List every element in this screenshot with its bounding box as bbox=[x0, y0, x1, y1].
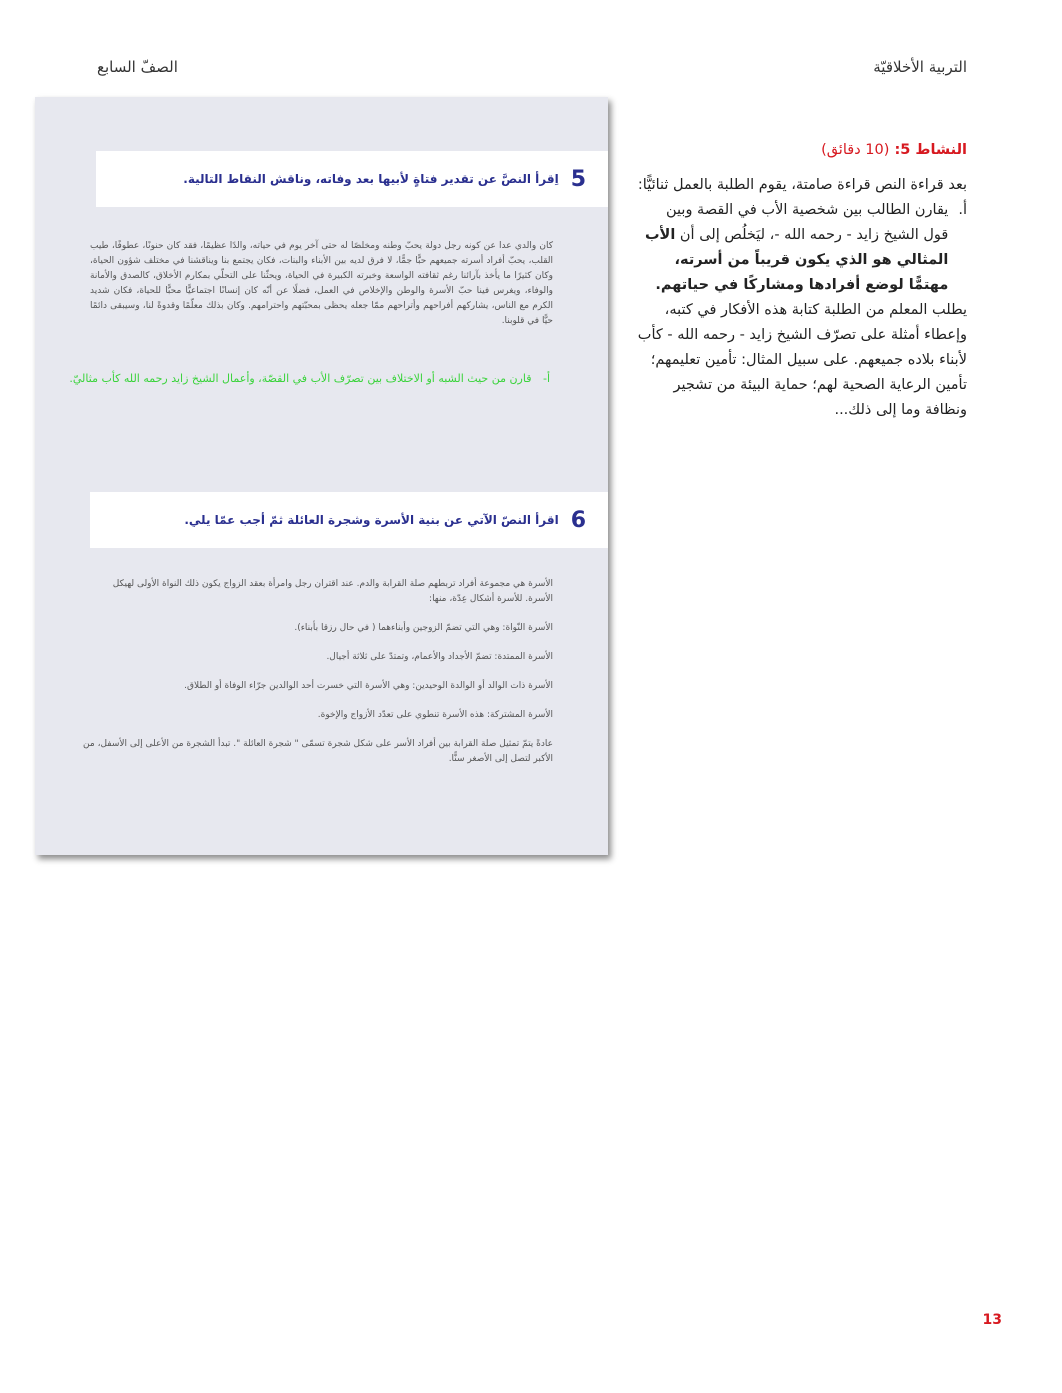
task5-question-text: قارن من حيث الشبه أو الاختلاف بين تصرّف الأب في القصّة، وأعمال الشيخ زايد رحمه الله كأب مثاليّ. bbox=[69, 372, 532, 385]
task5-header bbox=[96, 151, 608, 207]
task6-paragraph: الأسرة النّواة: وهي التي تضمّ الزوجين وأبناءهما ( في حال رزقا بأبناء). bbox=[294, 623, 553, 633]
teacher-notes bbox=[637, 138, 967, 423]
notes-closing: يطلب المعلم من الطلبة كتابة هذه الأفكار في كتبه، وإعطاء أمثلة على تصرّف الشيخ زايد - رحمه الله - كأب لأبناء بلاده جميعهم. على سبيل المثال: تأمين تعليمهم؛ تأمين الرعاية الصحية لهم؛ حماية البيئة من تشجير ونظافة وما إلى ذلك... bbox=[637, 302, 967, 418]
task5-question bbox=[69, 372, 550, 385]
task5-question-marker: أ- bbox=[542, 372, 550, 385]
activity-duration: (10 دقائق) bbox=[821, 142, 890, 158]
header-subject: التربية الأخلاقيّة bbox=[873, 58, 967, 76]
task6-paragraph: الأسرة ذات الوالد أو الوالدة الوحيدين: وهي الأسرة التي خسرت أحد الوالدين جرّاء الوفاة أو الطلاق. bbox=[184, 681, 553, 691]
header-grade: الصفّ السابع bbox=[97, 58, 178, 76]
task6-paragraph: الأسرة الممتدة: تضمّ الأجداد والأعمام، وتمتدّ على ثلاثة أجيال. bbox=[326, 652, 553, 662]
task6-number: 6 bbox=[570, 507, 586, 533]
student-book-panel bbox=[35, 97, 608, 855]
task6-paragraph: الأسرة المشتركة: هذه الأسرة تنطوي على تعدّد الأزواج والإخوة. bbox=[317, 710, 553, 720]
task6-paragraph: عادةً يتمّ تمثيل صلة القرابة بين أفراد الأسر على شكل شجرة تسمّى " شجرة العائلة ". تبدأ الشجرة من الأعلى إلى الأسفل، من الأكبر لتصل إلى الأصغر سنًّا. bbox=[83, 739, 553, 764]
page-number: 13 bbox=[982, 1312, 1002, 1328]
task6-title: اقرأ النصّ الآتي عن بنية الأسرة وشجرة العائلة ثمّ أجب عمّا يلي. bbox=[184, 513, 559, 527]
notes-item-a-body bbox=[637, 198, 948, 298]
task6-paragraph: الأسرة هي مجموعة أفراد تربطهم صلة القرابة والدم. عند اقتران رجل وامرأة بعقد الزواج يكون ذلك النواة الأولى لهيكل الأسرة. للأسرة أشكال عِدّة، منها: bbox=[112, 579, 553, 604]
notes-intro: بعد قراءة النص قراءة صامتة، يقوم الطلبة بالعمل ثنائيًّا: bbox=[637, 177, 967, 193]
notes-item-a-text: يقارن الطالب بين شخصية الأب في القصة وبين قول الشيخ زايد - رحمه الله -، ليَخلُص إلى أن bbox=[666, 202, 949, 243]
task5-title: اِقرأ النصَّ عن تقدير فتاةٍ لأبيها بعد وفاته، وناقش النقاط التالية. bbox=[183, 172, 559, 186]
notes-item-a-bold: الأب المثالي هو الذي يكون قريباً من أسرته، مهتمًّا لوضع أفرادها ومشاركًا في حياتهم. bbox=[644, 227, 949, 293]
notes-item-a-marker: أ. bbox=[958, 202, 967, 218]
task5-text: كان والدي عدا عن كونه رجل دولة يحبّ وطنه ومخلصًا له حتى آخر يوم في حياته، والدًا عظيمًا، فقد كان حنونًا، عطوفًا، طيب القلب، يحبّ أفراد أسرته جميعهم حبًّا جمًّا، لا فرق لديه بين الأبناء والبنات، فكان يجتمع بنا ويناقشنا في مختلف شؤون الحياة، وكان كثيرًا ما يأخذ بآرائنا رغم ثقافته الواسعة وخبرته الكبيرة في الحياة، ويحثّنا على التحلّي بمكارم الأخلاق، كالصدق والأمانة والوفاء، ويغرس فينا حبّ الأسرة والوطن والإخلاص في العمل، فضلًا عن أنّه كان إنسانًا اجتماعيًّا محبًّا للحياة، فكان شديد الكرم مع الناس، يشاركهم أفراحهم وأتراحهم ممّا جعله يحظى بمحبّتهم واحترامهم. وكان بذلك معلّمًا وقدوةً لنا، وسيبقى دائمًا حيًّا في قلوبنا. bbox=[90, 241, 553, 326]
notes-item-a bbox=[637, 198, 967, 298]
task6-text bbox=[83, 577, 553, 781]
task5-number: 5 bbox=[570, 166, 586, 192]
activity-label: النشاط 5: bbox=[894, 142, 967, 158]
activity-title bbox=[637, 138, 967, 163]
task6-header bbox=[90, 492, 608, 548]
